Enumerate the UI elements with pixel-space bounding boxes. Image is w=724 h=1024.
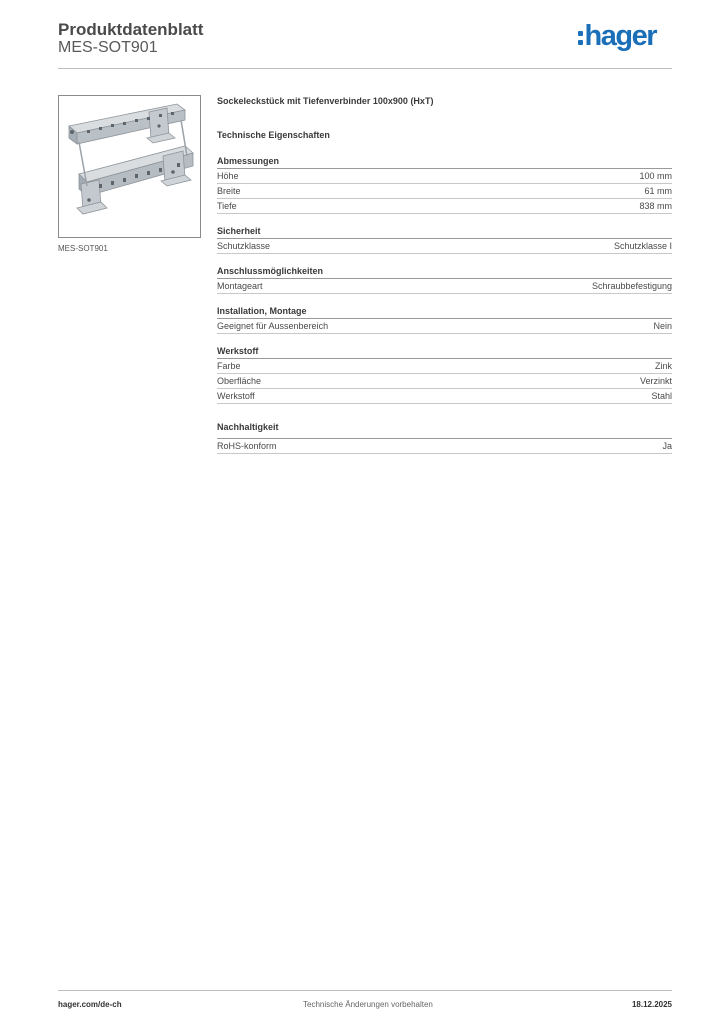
spec-group-title: Abmessungen bbox=[217, 156, 672, 169]
spec-label: Montageart bbox=[217, 281, 263, 291]
spec-label: Werkstoff bbox=[217, 391, 255, 401]
spec-label: Geeignet für Aussenbereich bbox=[217, 321, 329, 331]
spec-label: Höhe bbox=[217, 171, 239, 181]
spec-row bbox=[217, 374, 672, 389]
spec-group bbox=[217, 306, 672, 334]
spec-value: Schraubbefestigung bbox=[591, 281, 672, 291]
spec-value: Schutzklasse I bbox=[613, 241, 672, 251]
spec-groups bbox=[217, 156, 672, 454]
spec-group bbox=[217, 266, 672, 294]
spec-label: Oberfläche bbox=[217, 376, 262, 386]
document-header bbox=[58, 20, 672, 69]
spec-group-title: Werkstoff bbox=[217, 346, 672, 359]
spec-label: Schutzklasse bbox=[217, 241, 271, 251]
product-name: Sockeleckstück mit Tiefenverbinder 100x900 (HxT) bbox=[217, 96, 434, 106]
image-caption: MES-SOT901 bbox=[58, 244, 108, 253]
footer-disclaimer: Technische Änderungen vorbehalten bbox=[303, 1000, 433, 1009]
spec-row bbox=[217, 169, 672, 184]
spec-group-title: Nachhaltigkeit bbox=[217, 422, 672, 439]
spec-value: Zink bbox=[654, 361, 672, 371]
spec-value: Nein bbox=[653, 321, 672, 331]
document-subtitle: MES-SOT901 bbox=[58, 39, 158, 56]
technical-properties-heading: Technische Eigenschaften bbox=[217, 130, 330, 140]
specification-area bbox=[217, 96, 672, 454]
document-title: Produktdatenblatt bbox=[58, 20, 204, 39]
spec-row bbox=[217, 199, 672, 214]
spec-value: Stahl bbox=[651, 391, 672, 401]
spec-group bbox=[217, 156, 672, 214]
spec-row bbox=[217, 319, 672, 334]
spec-group-title: Sicherheit bbox=[217, 226, 672, 239]
spec-value: Verzinkt bbox=[639, 376, 672, 386]
spec-label: Farbe bbox=[217, 361, 241, 371]
logo-text: hager bbox=[584, 19, 656, 52]
spec-group bbox=[217, 346, 672, 404]
spec-row bbox=[217, 439, 672, 454]
footer-website-link[interactable]: hager.com/de-ch bbox=[58, 1000, 122, 1009]
spec-row bbox=[217, 359, 672, 374]
spec-label: Tiefe bbox=[217, 201, 237, 211]
footer-date: 18.12.2025 bbox=[631, 1000, 672, 1009]
spec-label: RoHS-konform bbox=[217, 441, 277, 451]
spec-row bbox=[217, 389, 672, 404]
spec-group-title: Installation, Montage bbox=[217, 306, 672, 319]
spec-group-title: Anschlussmöglichkeiten bbox=[217, 266, 672, 279]
product-image bbox=[58, 95, 201, 238]
spec-label: Breite bbox=[217, 186, 241, 196]
spec-group bbox=[217, 226, 672, 254]
spec-group bbox=[217, 422, 672, 454]
spec-row bbox=[217, 184, 672, 199]
spec-row bbox=[217, 239, 672, 254]
spec-row bbox=[217, 279, 672, 294]
hager-logo[interactable] bbox=[578, 21, 656, 51]
document-footer bbox=[58, 990, 672, 1009]
base-bracket-illustration bbox=[59, 96, 200, 237]
spec-value: Ja bbox=[662, 441, 672, 451]
logo-dots-icon bbox=[578, 31, 583, 45]
spec-value: 100 mm bbox=[639, 171, 672, 181]
spec-value: 838 mm bbox=[639, 201, 672, 211]
spec-value: 61 mm bbox=[644, 186, 672, 196]
